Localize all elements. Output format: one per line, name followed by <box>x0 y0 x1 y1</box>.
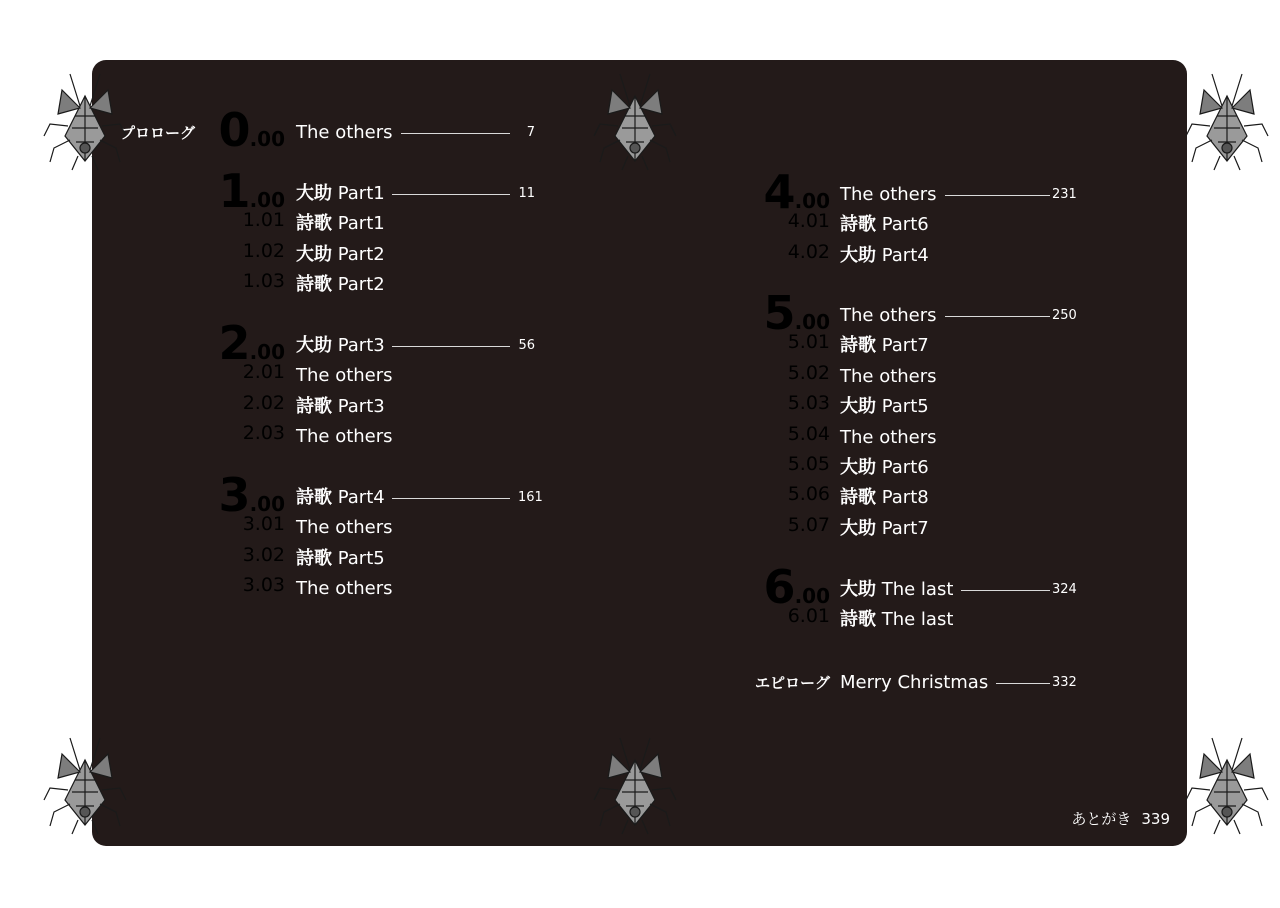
section-6-01-title[interactable] <box>840 605 953 635</box>
section-2-02-number: 2.02 <box>242 391 285 414</box>
chapter-3-page-number: 161 <box>518 490 543 505</box>
section-3-03-title-text: The others <box>296 578 393 600</box>
section-2-03-title[interactable] <box>296 422 393 452</box>
section-4-01-title[interactable] <box>840 210 929 240</box>
section-2-02-kanji: 詩歌 <box>296 395 332 417</box>
chapter-5-leader <box>945 316 1050 317</box>
beetle-icon <box>40 730 130 844</box>
chapter-5-page-number: 250 <box>1052 308 1077 323</box>
prologue-page-number: 7 <box>526 125 535 140</box>
chapter-4-major: 4 <box>763 165 795 219</box>
section-4-02-number: 4.02 <box>787 240 830 263</box>
section-6-01-kanji: 詩歌 <box>840 609 876 631</box>
section-1-02-number: 1.02 <box>242 239 285 262</box>
chapter-2-title[interactable] <box>296 331 385 361</box>
beetle-icon <box>590 730 680 844</box>
section-5-02-number: 5.02 <box>787 361 830 384</box>
section-1-01-number: 1.01 <box>242 209 285 232</box>
section-3-02-kanji: 詩歌 <box>296 547 332 569</box>
section-2-01-number: 2.01 <box>242 361 285 384</box>
epilogue-title[interactable] <box>840 668 988 698</box>
chapter-2-major: 2 <box>218 316 250 370</box>
chapter-6-page-number: 324 <box>1052 582 1077 597</box>
chapter-1-leader <box>392 194 510 195</box>
section-5-01-kanji: 詩歌 <box>840 335 876 357</box>
epilogue-page-number: 332 <box>1052 675 1077 690</box>
prologue-leader <box>401 133 510 134</box>
chapter-1-kanji: 大助 <box>296 183 332 204</box>
chapter-2-leader <box>392 346 510 347</box>
section-4-01-kanji: 詩歌 <box>840 214 876 236</box>
section-1-03-title[interactable] <box>296 270 385 300</box>
section-5-04-title[interactable] <box>840 423 937 453</box>
section-5-05-number: 5.05 <box>787 453 830 475</box>
prologue-number <box>218 103 285 164</box>
epilogue-title-text: Merry Christmas <box>840 672 989 693</box>
epilogue-label: エピローグ <box>754 674 830 692</box>
section-1-01-title-text: Part1 <box>337 213 385 235</box>
section-1-03-number: 1.03 <box>242 270 285 293</box>
section-5-04-number: 5.04 <box>787 422 830 445</box>
section-5-03-title-text: Part5 <box>881 396 929 418</box>
chapter-2-kanji: 大助 <box>296 335 332 356</box>
section-5-06-title-text: Part8 <box>881 487 929 509</box>
chapter-6-kanji: 大助 <box>840 579 876 600</box>
beetle-icon <box>1182 66 1272 180</box>
section-1-03-title-text: Part2 <box>337 274 385 296</box>
chapter-3-leader <box>392 498 510 499</box>
chapter-6-minor: .00 <box>794 584 830 608</box>
section-5-07-title-text: Part7 <box>881 517 929 539</box>
chapter-6-leader <box>961 590 1050 591</box>
section-2-01-title-text: The others <box>296 365 393 387</box>
section-5-02-title-text: The others <box>840 365 937 387</box>
section-5-05-title[interactable] <box>840 453 929 483</box>
section-5-06-kanji: 詩歌 <box>840 487 876 509</box>
section-3-01-title-text: The others <box>296 517 393 539</box>
section-5-02-title[interactable] <box>840 362 937 392</box>
section-3-01-title[interactable] <box>296 513 393 543</box>
section-1-02-title[interactable] <box>296 240 385 270</box>
chapter-1-major: 1 <box>218 164 250 218</box>
chapter-4-title-text: The others <box>840 184 937 205</box>
section-3-03-title[interactable] <box>296 574 393 604</box>
epilogue-leader <box>996 683 1050 684</box>
section-2-02-title-text: Part3 <box>337 395 385 417</box>
chapter-4-leader <box>945 195 1050 196</box>
section-5-01-title[interactable] <box>840 331 929 361</box>
section-1-01-title[interactable] <box>296 209 385 239</box>
section-5-03-number: 5.03 <box>787 392 830 415</box>
chapter-3-major: 3 <box>218 468 250 522</box>
chapter-1-title-text: Part1 <box>337 183 385 204</box>
chapter-5-major: 5 <box>763 286 795 340</box>
beetle-icon <box>590 66 680 180</box>
section-5-05-title-text: Part6 <box>881 457 929 478</box>
section-3-02-number: 3.02 <box>242 543 285 566</box>
section-2-03-number: 2.03 <box>242 422 285 445</box>
chapter-3-kanji: 詩歌 <box>296 487 332 508</box>
section-5-06-number: 5.06 <box>787 483 830 506</box>
prologue-title-text: The others <box>296 122 393 143</box>
prologue-title[interactable] <box>296 118 393 148</box>
chapter-5-title[interactable] <box>840 301 937 331</box>
section-1-01-kanji: 詩歌 <box>296 213 332 235</box>
section-5-01-title-text: Part7 <box>881 335 929 357</box>
section-2-02-title[interactable] <box>296 392 385 422</box>
chapter-4-minor: .00 <box>794 189 830 213</box>
chapter-1-page-number: 11 <box>518 186 535 201</box>
chapter-5-title-text: The others <box>840 305 937 326</box>
afterword-label: あとがき <box>1071 810 1132 828</box>
section-6-01-title-text: The last <box>881 609 954 631</box>
chapter-5-minor: .00 <box>794 310 830 334</box>
section-5-07-number: 5.07 <box>787 513 830 536</box>
afterword-entry[interactable] <box>1071 808 1170 829</box>
section-1-02-title-text: Part2 <box>337 243 385 265</box>
section-1-02-kanji: 大助 <box>296 243 332 265</box>
section-4-01-number: 4.01 <box>787 210 830 233</box>
section-6-01-number: 6.01 <box>787 605 830 628</box>
section-5-01-number: 5.01 <box>787 331 830 354</box>
section-5-03-kanji: 大助 <box>840 396 876 418</box>
chapter-2-page-number: 56 <box>518 338 535 353</box>
chapter-3-minor: .00 <box>249 492 285 516</box>
section-1-03-kanji: 詩歌 <box>296 274 332 296</box>
chapter-6-title[interactable] <box>840 575 953 605</box>
section-5-06-title[interactable] <box>840 483 929 513</box>
section-4-02-title[interactable] <box>840 241 929 271</box>
section-5-04-title-text: The others <box>840 426 937 448</box>
section-3-03-number: 3.03 <box>242 574 285 597</box>
section-5-03-title[interactable] <box>840 392 929 422</box>
chapter-6-title-text: The last <box>881 579 954 600</box>
chapter-4-title[interactable] <box>840 180 937 210</box>
beetle-icon <box>1182 730 1272 844</box>
section-3-02-title[interactable] <box>296 544 385 574</box>
chapter-1-title[interactable] <box>296 179 385 209</box>
afterword-page-number: 339 <box>1141 810 1170 828</box>
prologue-major: 0 <box>218 103 250 157</box>
beetle-icon <box>40 66 130 180</box>
section-2-03-title-text: The others <box>296 426 393 448</box>
prologue-label: プロローグ <box>120 124 196 142</box>
section-4-01-title-text: Part6 <box>881 214 929 236</box>
section-5-07-title[interactable] <box>840 514 929 544</box>
section-5-05-kanji: 大助 <box>840 457 876 478</box>
chapter-6-major: 6 <box>763 560 795 614</box>
section-2-01-title[interactable] <box>296 361 393 391</box>
section-3-02-title-text: Part5 <box>337 547 385 569</box>
section-4-02-kanji: 大助 <box>840 244 876 266</box>
chapter-1-minor: .00 <box>249 188 285 212</box>
chapter-2-minor: .00 <box>249 340 285 364</box>
section-3-01-number: 3.01 <box>242 513 285 536</box>
chapter-3-title[interactable] <box>296 483 385 513</box>
chapter-4-page-number: 231 <box>1052 187 1077 202</box>
chapter-2-title-text: Part3 <box>337 335 385 356</box>
chapter-3-title-text: Part4 <box>337 487 385 508</box>
section-4-02-title-text: Part4 <box>881 244 929 266</box>
prologue-minor: .00 <box>249 127 285 151</box>
section-5-07-kanji: 大助 <box>840 517 876 539</box>
